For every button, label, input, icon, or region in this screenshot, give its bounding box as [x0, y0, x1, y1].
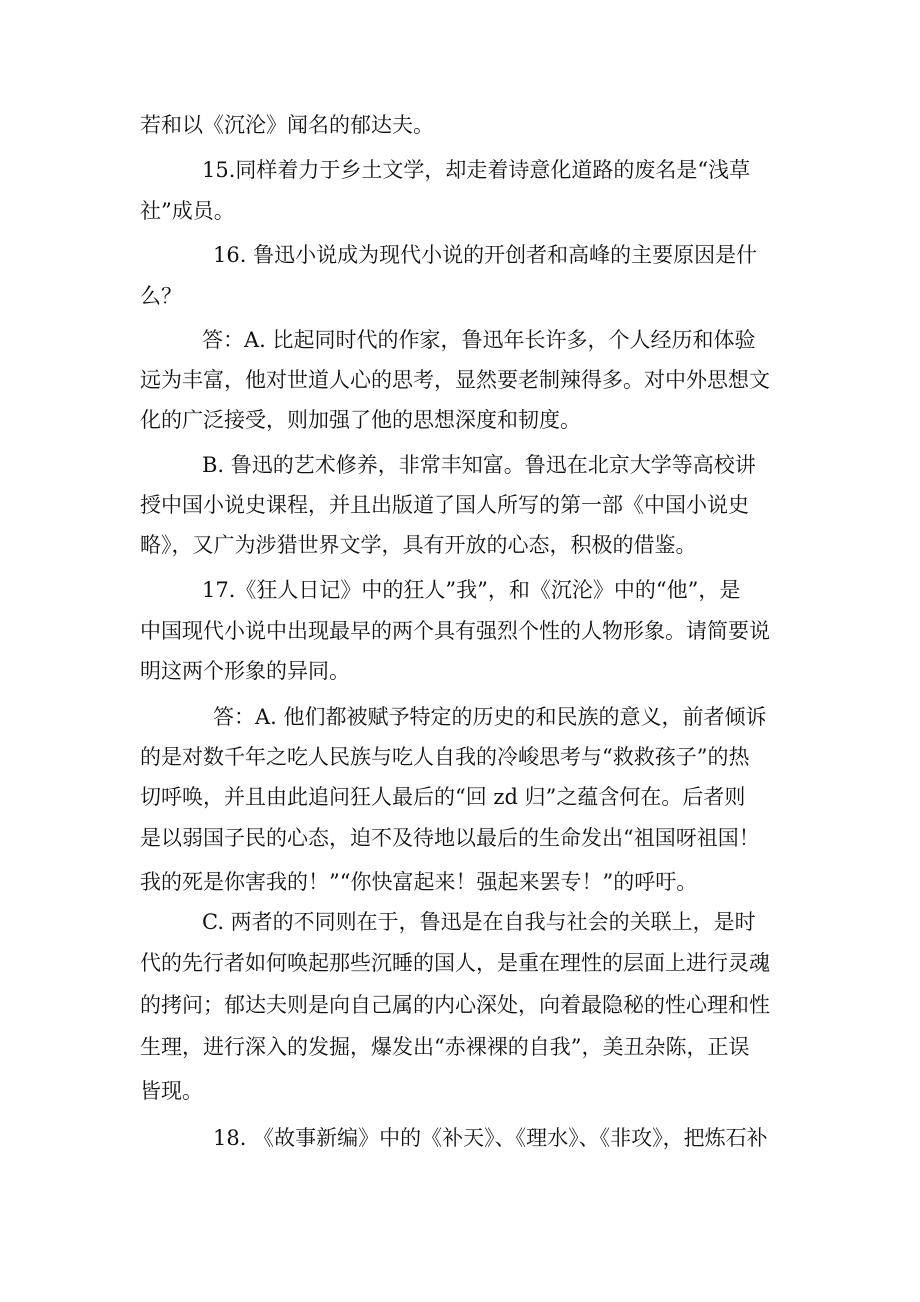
text-line: B. 鲁迅的艺术修养，非常丰知富。鲁迅在北京大学等高校讲	[202, 453, 756, 477]
text-line: 切呼唤，并且由此追问狂人最后的“回 zd 归”之蕴含何在。后者则	[140, 785, 746, 809]
text-line: 17.《狂人日记》中的狂人”我”，和《沉沦》中的“他”，是	[202, 578, 741, 602]
text-line: 生理，进行深入的发掘，爆发出“赤裸裸的自我”，美丑杂陈，正误	[140, 1035, 750, 1059]
text-line: 皆现。	[140, 1079, 203, 1103]
text-line: 答：A. 比起同时代的作家，鲁迅年长许多，个人经历和体验	[202, 328, 756, 352]
text-line: 代的先行者如何唤起那些沉睡的国人，是重在理性的层面上进行灵魂	[140, 951, 770, 975]
text-line: 16. 鲁迅小说成为现代小说的开创者和高峰的主要原因是什	[213, 243, 758, 267]
text-line: 么？	[140, 284, 182, 308]
text-line: 是以弱国子民的心态，迫不及待地以最后的生命发出“祖国呀祖国！	[140, 826, 760, 850]
text-line: 中国现代小说中出现最早的两个具有强烈个性的人物形象。请简要说	[140, 619, 770, 643]
text-line: 授中国小说史课程，并且出版道了国人所写的第一部《中国小说史	[140, 493, 749, 517]
text-line: 的拷问；郁达夫则是向自己属的内心深处，向着最隐秘的性心理和性	[140, 993, 770, 1017]
text-line: 化的广泛接受，则加强了他的思想深度和韧度。	[140, 408, 581, 432]
text-line: 18. 《故事新编》中的《补天》、《理水》、《非攻》，把炼石补	[213, 1126, 768, 1150]
text-line: 社”成员。	[140, 199, 235, 223]
text-line: 远为丰富，他对世道人心的思考，显然要老制辣得多。对中外思想文	[140, 368, 770, 392]
text-line: 明这两个形象的异同。	[140, 659, 350, 683]
text-line: 略》，又广为涉猎世界文学，具有开放的心态，积极的借鉴。	[140, 533, 697, 557]
text-line: C. 两者的不同则在于，鲁迅是在自我与社会的关联上，是时	[202, 910, 756, 934]
text-line: 答：A. 他们都被赋予特定的历史的和民族的意义，前者倾诉	[213, 705, 767, 729]
text-line: 我的死是你害我的！”“你快富起来！强起来罢专！”的呼吁。	[140, 870, 698, 894]
text-line: 的是对数千年之吃人民族与吃人自我的冷峻思考与“救救孩子”的热	[140, 745, 750, 769]
text-line: 15.同样着力于乡土文学，却走着诗意化道路的废名是“浅草	[202, 158, 751, 182]
text-line: 若和以《沉沦》闻名的郁达夫。	[140, 113, 434, 137]
